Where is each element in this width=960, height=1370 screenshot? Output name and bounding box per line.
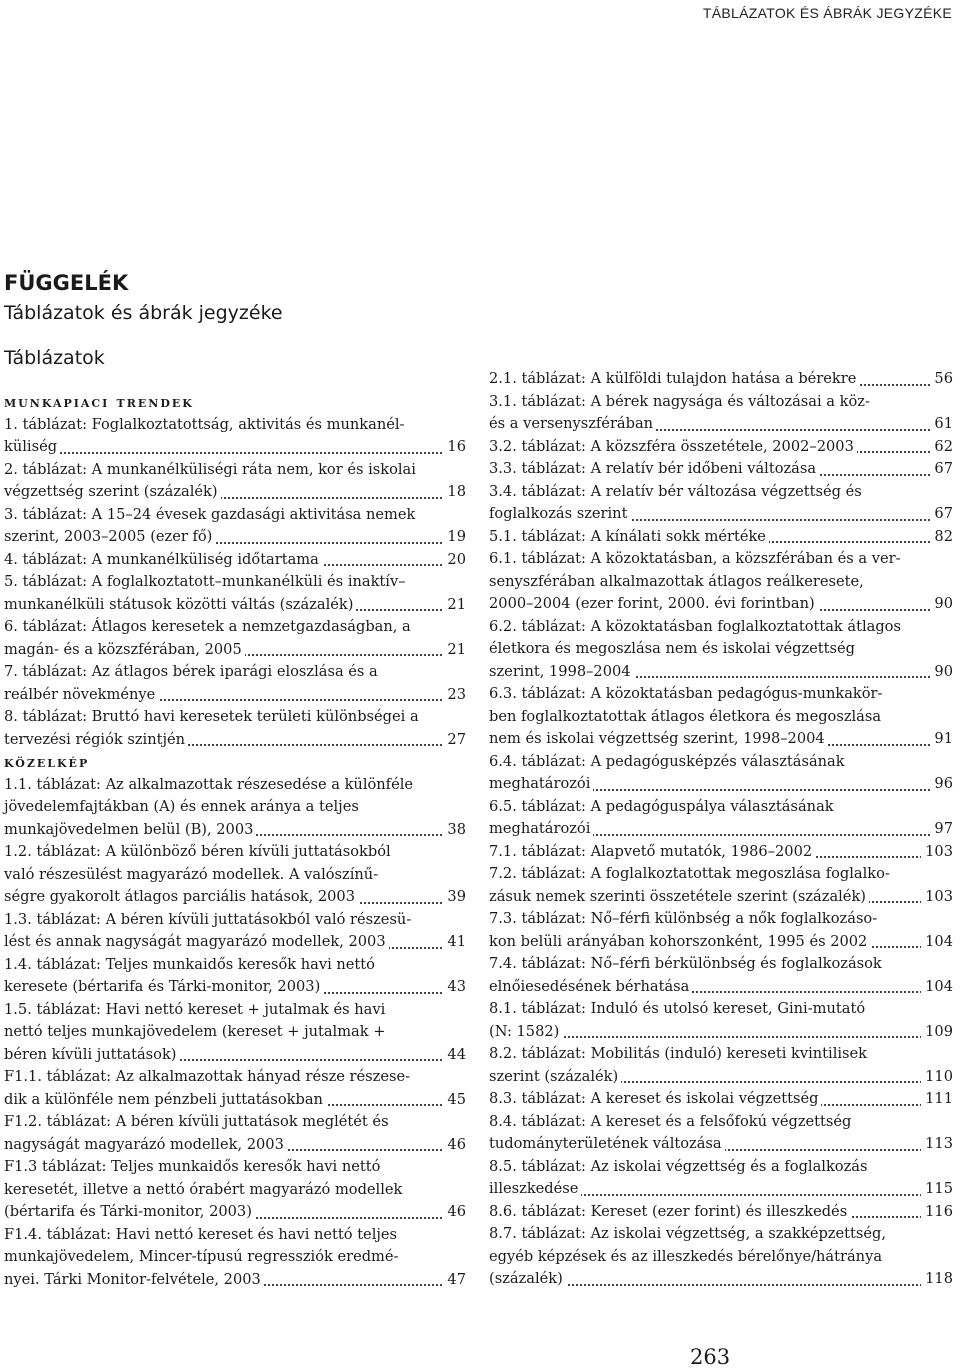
toc-entry-line: 3.1. táblázat: A bérek nagysága és változásai a köz- (489, 392, 870, 410)
toc-page-ref: 96 (930, 773, 953, 796)
toc-entry[interactable] (489, 1111, 953, 1156)
toc-entry[interactable] (489, 751, 953, 796)
toc-entry[interactable] (489, 391, 953, 436)
toc-entry-title: 2.1. táblázat: A külföldi tulajdon hatása a bérekre (489, 370, 859, 387)
toc-entry-line: 5. táblázat: A foglalkoztatott–munkanélküli és inaktív– (4, 573, 406, 590)
toc-page-ref: 56 (930, 368, 953, 391)
toc-entry-line: F1.4. táblázat: Havi nettó kereset és havi nettó teljes (4, 1225, 398, 1243)
toc-entry-title: illeszkedése (489, 1180, 581, 1197)
toc-page-ref: 111 (921, 1088, 953, 1111)
toc-entry-title: béren kívüli juttatások) (4, 1046, 180, 1063)
toc-entry-title: végzettség szerint (százalék) (4, 483, 221, 500)
toc-entry-line: keresetét, illetve a nettó órabért magyarázó modellek (4, 1180, 403, 1198)
toc-entry-line: 7.2. táblázat: A foglalkoztatottak megoszlása foglalko- (489, 865, 890, 882)
toc-entry[interactable] (4, 1156, 466, 1224)
toc-page-ref: 39 (443, 886, 466, 909)
toc-entry-title: (bértarifa és Tárki-monitor, 2003) (4, 1203, 255, 1220)
toc-entry-title: tudományterületének változása (489, 1135, 725, 1152)
toc-entry[interactable] (489, 616, 953, 684)
toc-group-heading: munkapiaci trendek (4, 393, 194, 411)
toc-entry[interactable] (489, 998, 953, 1043)
toc-entry[interactable] (489, 863, 953, 908)
toc-entry-title: meghatározói (489, 775, 593, 792)
toc-entry-title: 8.3. táblázat: A kereset és iskolai végzettség (489, 1090, 821, 1107)
toc-entry-line: 2. táblázat: A munkanélküliségi ráta nem, kor és iskolai (4, 460, 416, 478)
toc-entry[interactable] (489, 841, 953, 864)
toc-page-ref: 103 (921, 886, 953, 909)
toc-entry-title: reálbér növekménye (4, 686, 158, 703)
toc-entry-title: 8.6. táblázat: Kereset (ezer forint) és illeszkedés (489, 1203, 850, 1220)
toc-page-ref: 118 (921, 1268, 953, 1291)
dot-leader (4, 452, 466, 454)
toc-page-ref: 113 (921, 1133, 953, 1156)
toc-entry-line: 6.4. táblázat: A pedagógusképzés választásának (489, 752, 845, 770)
toc-entry-line: nettó teljes munkajövedelem (kereset + jutalmak + (4, 1023, 386, 1040)
toc-page-ref: 116 (921, 1201, 953, 1224)
toc-entry-title: foglalkozás szerint (489, 505, 630, 522)
toc-page-ref: 90 (930, 593, 953, 616)
toc-entry[interactable] (4, 661, 466, 706)
toc-entry-title: 3.2. táblázat: A közszféra összetétele, 2002–2003 (489, 438, 857, 455)
toc-entry-line: egyéb képzések és az illeszkedés bérelőnye/hátránya (489, 1247, 883, 1265)
toc-entry-title: 3.3. táblázat: A relatív bér időbeni változása (489, 460, 819, 477)
toc-entry-title: szerint (százalék) (489, 1068, 621, 1085)
toc-entry-title: nagyságát magyarázó modellek, 2003 (4, 1136, 287, 1153)
toc-left-column (4, 391, 466, 1291)
toc-entry-line: életkora és megoszlása nem és iskolai végzettség (489, 640, 855, 657)
toc-entry-title: dik a különféle nem pénzbeli juttatásokban (4, 1091, 326, 1108)
toc-page-ref: 109 (921, 1021, 953, 1044)
toc-page-ref: 97 (930, 818, 953, 841)
toc-entry[interactable] (4, 549, 466, 572)
toc-entry[interactable] (489, 436, 953, 459)
toc-entry-title: (százalék) (489, 1270, 566, 1287)
toc-page-ref: 67 (930, 503, 953, 526)
toc-page-ref: 67 (930, 458, 953, 481)
toc-page-ref: 103 (921, 841, 953, 864)
toc-entry-title: lést és annak nagyságát magyarázó modellek, 2003 (4, 933, 389, 950)
toc-entry[interactable] (4, 459, 466, 504)
section-title: Táblázatok (4, 347, 105, 369)
toc-entry[interactable] (4, 1066, 466, 1111)
toc-page-ref: 44 (443, 1044, 466, 1067)
toc-entry-line: 7.3. táblázat: Nő–férfi különbség a nők foglalkozáso- (489, 910, 878, 927)
appendix-subtitle: Táblázatok és ábrák jegyzéke (4, 302, 283, 324)
toc-page-ref: 46 (443, 1134, 466, 1157)
toc-page-ref: 38 (443, 819, 466, 842)
toc-entry-title: nyei. Tárki Monitor-felvétele, 2003 (4, 1271, 264, 1288)
toc-page-ref: 20 (443, 549, 466, 572)
toc-entry[interactable] (489, 908, 953, 953)
toc-entry[interactable] (4, 1111, 466, 1156)
toc-entry[interactable] (4, 841, 466, 909)
toc-entry-title: küliség (4, 438, 60, 455)
toc-entry-line: 1.5. táblázat: Havi nettó kereset + jutalmak és havi (4, 1000, 386, 1018)
toc-group-heading: közelkép (4, 753, 90, 771)
toc-entry[interactable] (489, 1201, 953, 1224)
toc-page-ref: 19 (443, 526, 466, 549)
toc-entry-line: 8. táblázat: Bruttó havi keresetek területi különbségei a (4, 708, 419, 725)
toc-entry[interactable] (489, 526, 953, 549)
toc-entry-title: munkanélküli státusok közötti váltás (százalék) (4, 596, 356, 613)
toc-page-ref: 104 (921, 976, 953, 999)
toc-page-ref: 45 (443, 1089, 466, 1112)
toc-entry-title: szerint, 2003–2005 (ezer fő) (4, 528, 215, 545)
toc-entry[interactable] (4, 414, 466, 459)
toc-entry[interactable] (489, 548, 953, 616)
toc-entry[interactable] (4, 1224, 466, 1292)
toc-page-ref: 115 (921, 1178, 953, 1201)
toc-entry-title: ségre gyakorolt átlagos parciális hatások, 2003 (4, 888, 358, 905)
toc-page-ref: 18 (443, 481, 466, 504)
toc-entry-title: keresete (bértarifa és Tárki-monitor, 2003) (4, 978, 323, 995)
toc-entry-title: 7.1. táblázat: Alapvető mutatók, 1986–2002 (489, 843, 815, 860)
toc-entry-line: 8.1. táblázat: Induló és utolsó kereset, Gini-mutató (489, 1000, 866, 1017)
toc-entry-line: 1.2. táblázat: A különböző béren kívüli juttatásokból (4, 843, 391, 860)
toc-page-ref: 41 (443, 931, 466, 954)
toc-entry[interactable] (4, 616, 466, 661)
toc-entry-line: való részesülést magyarázó modellek. A valószínű- (4, 865, 379, 883)
toc-entry[interactable] (489, 796, 953, 841)
toc-page-ref: 61 (930, 413, 953, 436)
toc-entry-line: 1.4. táblázat: Teljes munkaidős keresők havi nettó (4, 955, 375, 973)
toc-page-ref: 47 (443, 1269, 466, 1292)
toc-entry-title: 2000–2004 (ezer forint, 2000. évi forintban) (489, 595, 818, 612)
toc-entry-title: elnőiesedésének bérhatása (489, 978, 692, 995)
toc-entry[interactable] (489, 953, 953, 998)
appendix-title: FÜGGELÉK (4, 271, 129, 295)
toc-right-column (489, 368, 953, 1291)
toc-entry-line: 6.3. táblázat: A közoktatásban pedagógus-munkakör- (489, 685, 883, 702)
toc-page-ref: 27 (443, 729, 466, 752)
toc-entry-line: 6.1. táblázat: A közoktatásban, a közszférában és a ver- (489, 550, 901, 567)
toc-entry-line: 7. táblázat: Az átlagos bérek iparági eloszlása és a (4, 663, 378, 680)
toc-entry-line: 6.5. táblázat: A pedagóguspálya választásának (489, 797, 834, 815)
toc-entry[interactable] (489, 368, 953, 391)
toc-entry-title: 4. táblázat: A munkanélküliség időtartama (4, 551, 322, 568)
toc-entry-line: F1.1. táblázat: Az alkalmazottak hányad része részese- (4, 1068, 411, 1085)
toc-entry-line: 6. táblázat: Átlagos keresetek a nemzetgazdaságban, a (4, 618, 411, 635)
toc-entry-title: és a versenyszférában (489, 415, 656, 432)
toc-entry-line: senyszférában alkalmazottak átlagos reálkeresete, (489, 572, 864, 590)
page-number: 263 (690, 1345, 731, 1369)
toc-entry-line: 3.4. táblázat: A relatív bér változása végzettség és (489, 482, 862, 500)
toc-page-ref: 104 (921, 931, 953, 954)
toc-entry[interactable] (4, 504, 466, 549)
toc-page-ref: 21 (443, 594, 466, 617)
toc-entry-line: 1.1. táblázat: Az alkalmazottak részesedése a különféle (4, 775, 414, 793)
toc-entry-title: kon belüli arányában kohorszonként, 1995 és 2002 (489, 933, 870, 950)
toc-entry[interactable] (489, 481, 953, 526)
running-header: TÁBLÁZATOK ÉS ÁBRÁK JEGYZÉKE (702, 5, 952, 21)
toc-entry-title: zásuk nemek szerinti összetétele szerint (százalék) (489, 888, 869, 905)
toc-entry-title: munkajövedelmen belül (B), 2003 (4, 821, 256, 838)
toc-entry-line: munkajövedelem, Mincer-típusú regressziók eredmé- (4, 1248, 399, 1265)
toc-page-ref: 82 (930, 526, 953, 549)
toc-entry-line: 6.2. táblázat: A közoktatásban foglalkoztatottak átlagos (489, 617, 901, 635)
toc-entry[interactable] (489, 1043, 953, 1088)
toc-entry-line: 1. táblázat: Foglalkoztatottság, aktivitás és munkanél- (4, 415, 405, 433)
toc-page-ref: 21 (443, 639, 466, 662)
toc-entry[interactable] (489, 458, 953, 481)
toc-entry-title: magán- és a közszférában, 2005 (4, 641, 245, 658)
toc-entry-title: meghatározói (489, 820, 593, 837)
toc-entry-line: F1.2. táblázat: A béren kívüli juttatások meglétét és (4, 1113, 389, 1130)
toc-entry[interactable] (4, 954, 466, 999)
toc-entry-line: 3. táblázat: A 15–24 évesek gazdasági aktivitása nemek (4, 505, 416, 523)
toc-entry[interactable] (4, 999, 466, 1067)
toc-entry-line: ben foglalkoztatottak átlagos életkora és megoszlása (489, 707, 882, 725)
toc-page-ref: 46 (443, 1201, 466, 1224)
toc-entry-line: F1.3 táblázat: Teljes munkaidős keresők havi nettó (4, 1158, 381, 1175)
toc-entry-line: 1.3. táblázat: A béren kívüli juttatásokból való részesü- (4, 910, 412, 928)
toc-entry[interactable] (489, 1223, 953, 1291)
toc-entry[interactable] (489, 1088, 953, 1111)
toc-page-ref: 110 (921, 1066, 953, 1089)
toc-entry[interactable] (4, 571, 466, 616)
toc-entry-line: 8.5. táblázat: Az iskolai végzettség és a foglalkozás (489, 1157, 868, 1175)
toc-page-ref: 43 (443, 976, 466, 999)
toc-page-ref: 16 (443, 436, 466, 459)
toc-page-ref: 62 (930, 436, 953, 459)
toc-entry[interactable] (4, 909, 466, 954)
toc-entry-line: 8.4. táblázat: A kereset és a felsőfokú végzettség (489, 1112, 852, 1130)
toc-entry-title: (N: 1582) (489, 1023, 562, 1040)
toc-entry-line: 8.2. táblázat: Mobilitás (induló) kereseti kvintilisek (489, 1045, 868, 1062)
toc-entry-line: 8.7. táblázat: Az iskolai végzettség, a szakképzettség, (489, 1225, 886, 1242)
toc-entry-line: 7.4. táblázat: Nő–férfi bérkülönbség és foglalkozások (489, 955, 882, 972)
toc-entry-title: 5.1. táblázat: A kínálati sokk mértéke (489, 528, 769, 545)
toc-page-ref: 91 (930, 728, 953, 751)
toc-entry[interactable] (4, 774, 466, 842)
toc-entry[interactable] (489, 683, 953, 751)
toc-page-ref: 23 (443, 684, 466, 707)
toc-entry-title: tervezési régiók szintjén (4, 731, 188, 748)
toc-entry[interactable] (4, 706, 466, 751)
toc-entry[interactable] (489, 1156, 953, 1201)
toc-entry-line: jövedelemfajtákban (A) és ennek aránya a teljes (4, 798, 359, 815)
toc-entry-title: nem és iskolai végzettség szerint, 1998–2004 (489, 730, 828, 747)
toc-page-ref: 90 (930, 661, 953, 684)
toc-entry-title: szerint, 1998–2004 (489, 663, 634, 680)
